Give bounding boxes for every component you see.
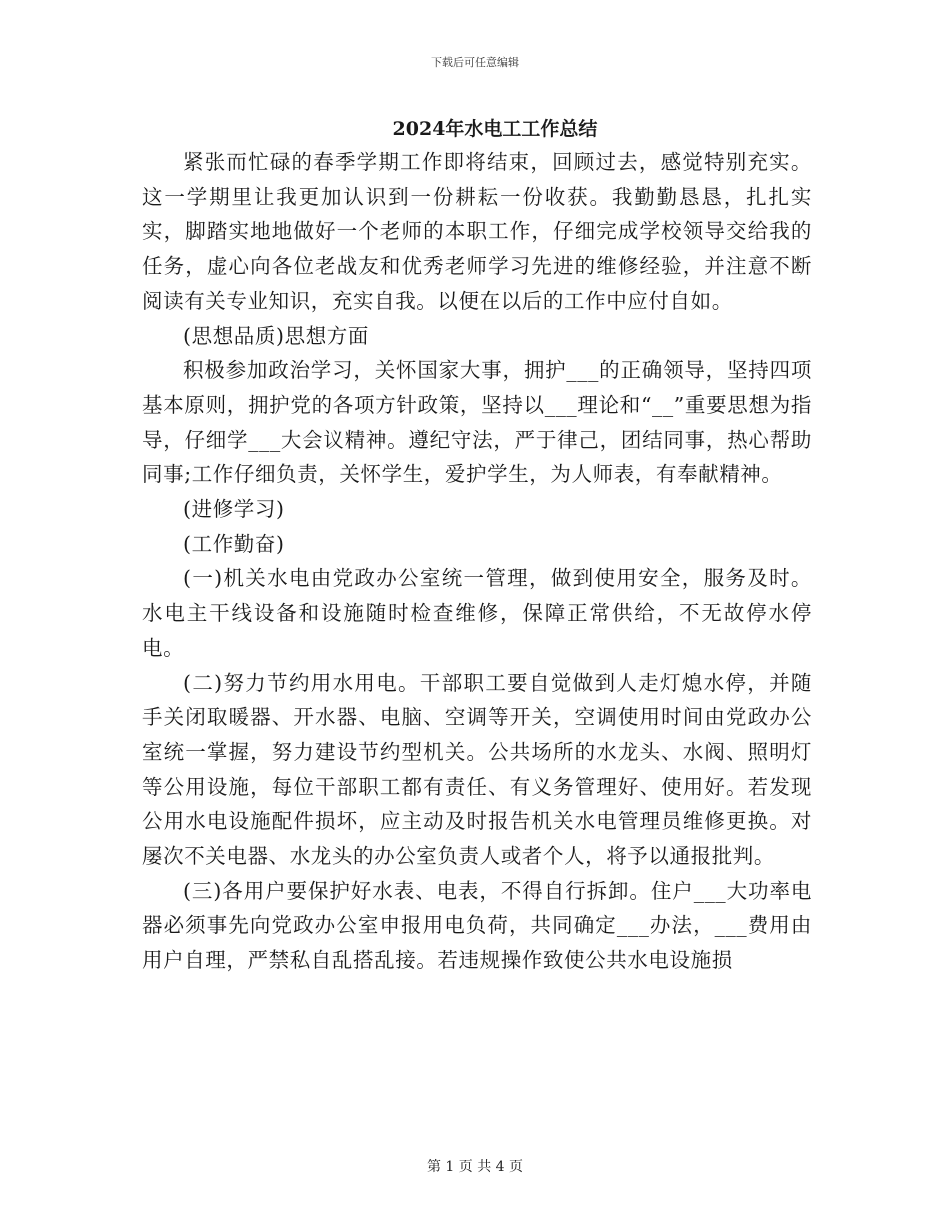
page-indicator: 第 1 页 共 4 页 bbox=[426, 1159, 524, 1175]
paragraph-item-2: (二)努力节约用水用电。干部职工要自觉做到人走灯熄水停，并随手关闭取暖器、开水器、电脑、空调等开关，空调使用时间由党政办公室统一掌握，努力建设节约型机关。公共场所的水龙头、水阀、照明灯等公用设施，每位干部职工都有责任、有义务管理好、使用好。若发现公用水电设施配件损坏，应主动及时报告机关水电管理员维修更换。对屡次不关电器、水龙头的办公室负责人或者个人，将予以通报批判。 bbox=[142, 670, 812, 869]
document-title: 2024年水电工工作总结 bbox=[392, 118, 598, 140]
header-note: 下载后可任意编辑 bbox=[431, 56, 519, 69]
paragraph-item-1: (一)机关水电由党政办公室统一管理，做到使用安全，服务及时。水电主干线设备和设施随时检查维修，保障正常供给，不无故停水停电。 bbox=[142, 566, 812, 660]
paragraph-heading-study: (进修学习) bbox=[183, 497, 285, 522]
paragraph-ideology: 积极参加政治学习，关怀国家大事，拥护___的正确领导，坚持四项基本原则，拥护党的各项方针政策，坚持以___理论和“__”重要思想为指导，仔细学___大会议精神。遵纪守法，严于律己，团结同事，热心帮助同事;工作仔细负责，关怀学生，爱护学生，为人师表，有奉献精神。 bbox=[142, 358, 812, 487]
document-body bbox=[142, 145, 812, 978]
paragraph-intro: 紧张而忙碌的春季学期工作即将结束，回顾过去，感觉特别充实。这一学期里让我更加认识到一份耕耘一份收获。我勤勤恳恳，扎扎实实，脚踏实地地做好一个老师的本职工作，仔细完成学校领导交给我的任务，虚心向各位老战友和优秀老师学习先进的维修经验，并注意不断阅读有关专业知识，充实自我。以便在以后的工作中应付自如。 bbox=[142, 150, 812, 313]
paragraph-item-3: (三)各用户要保护好水表、电表，不得自行拆卸。住户___大功率电器必须事先向党政办公室申报用电负荷，共同确定___办法，___费用由用户自理，严禁私自乱搭乱接。若违规操作致使公共水电设施损 bbox=[142, 878, 812, 973]
paragraph-heading-work: (工作勤奋) bbox=[183, 531, 285, 556]
paragraph-heading-ideology: (思想品质)思想方面 bbox=[183, 323, 369, 348]
